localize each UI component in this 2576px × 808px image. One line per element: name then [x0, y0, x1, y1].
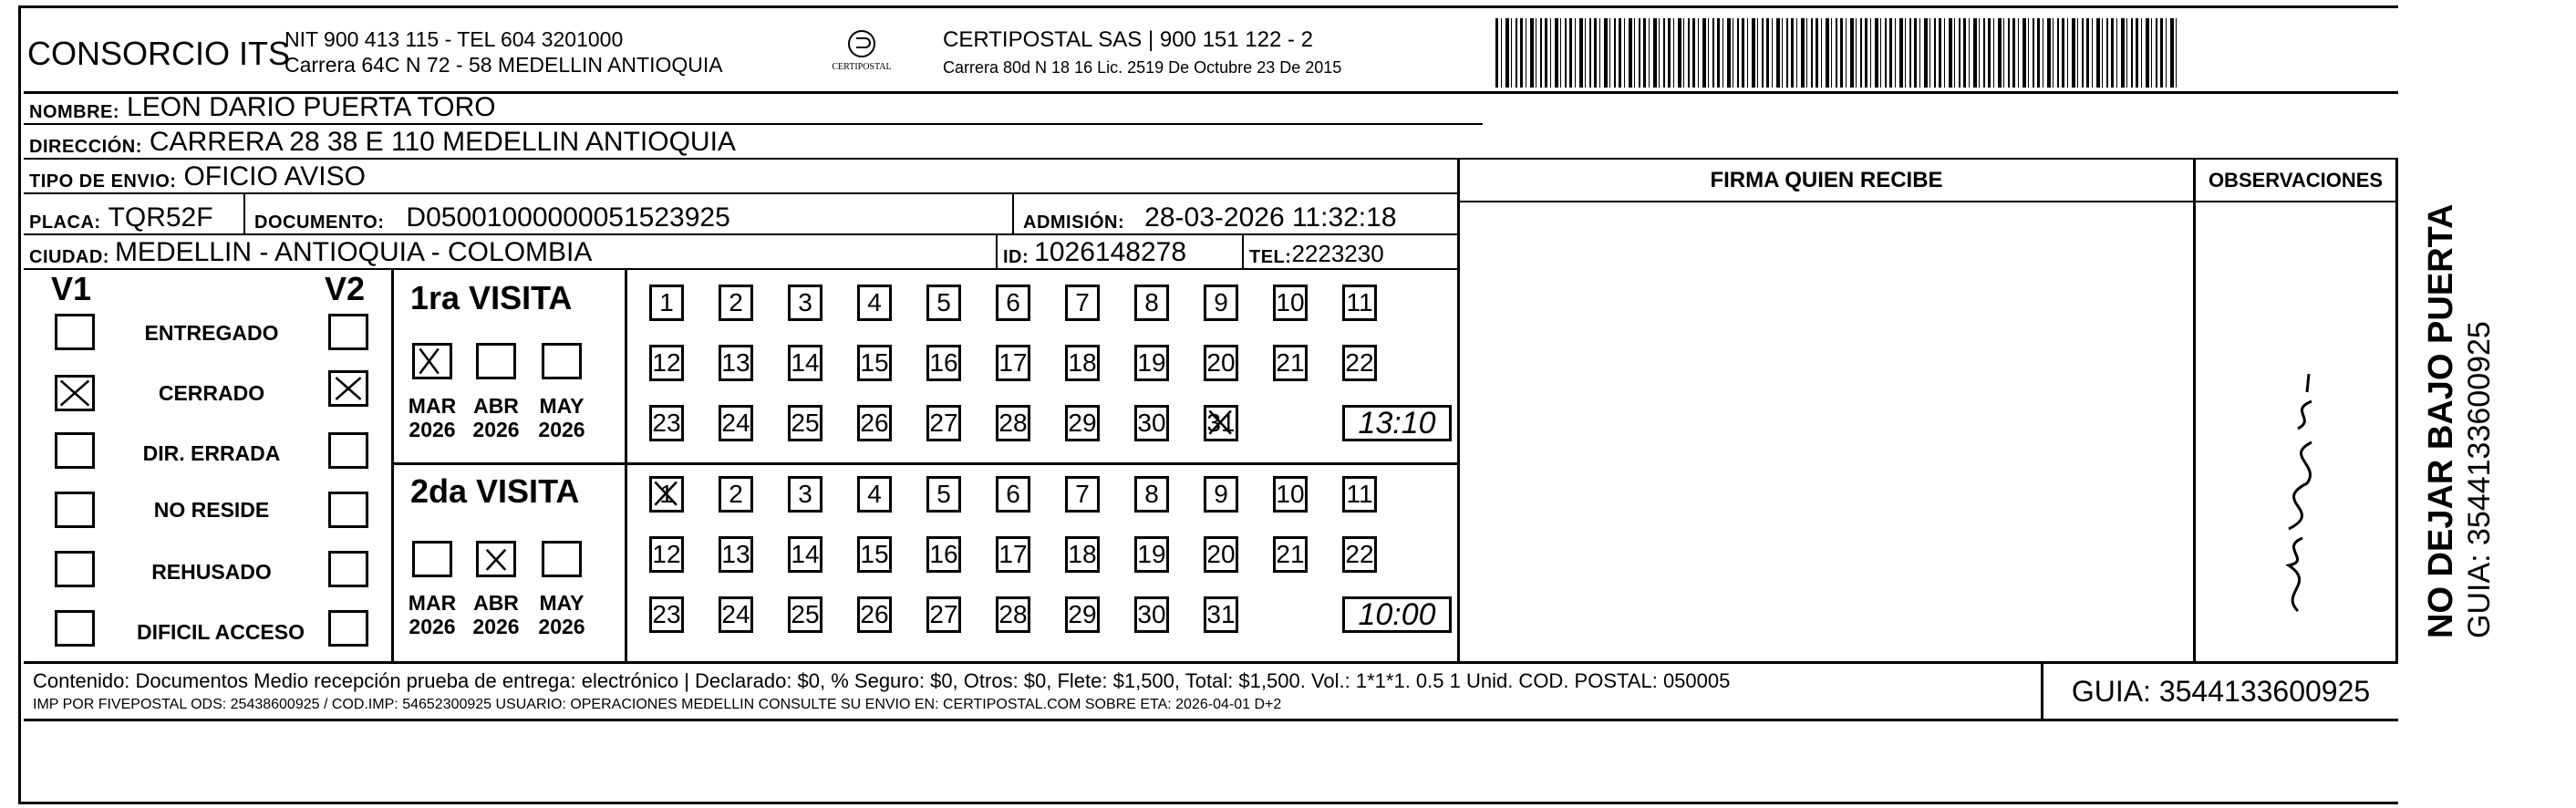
direccion-label: DIRECCIÓN:: [29, 137, 142, 157]
nombre-row: [24, 94, 1483, 125]
visit-2-day-24[interactable]: 24: [719, 596, 753, 633]
visit-1-day-26[interactable]: 26: [857, 405, 892, 441]
visit-2-day-22[interactable]: 22: [1342, 536, 1377, 573]
direccion-value: CARRERA 28 38 E 110 MEDELLIN ANTIOQUIA: [149, 127, 736, 157]
visit-1-day-5[interactable]: 5: [926, 285, 961, 321]
check-mark-icon: [57, 378, 92, 409]
side-guia: GUIA: 3544133600925: [2462, 321, 2497, 638]
ciudad-label: CIUDAD:: [29, 247, 109, 267]
check-mark-icon: [1206, 408, 1236, 439]
placa-value: TQR52F: [108, 202, 213, 233]
visit-1-month-abr-checkbox[interactable]: [476, 343, 516, 379]
visit-2-block: [394, 465, 1457, 661]
visit-1-month-may-checkbox[interactable]: [542, 343, 582, 379]
visit-2-day-1[interactable]: 1: [649, 476, 684, 513]
ciudad-cell: [24, 235, 998, 268]
visit-2-day-28[interactable]: 28: [996, 596, 1030, 633]
visit-1-day-grid: [649, 285, 1452, 458]
handwritten-signature: [2261, 365, 2343, 620]
visit-1-day-25[interactable]: 25: [788, 405, 822, 441]
visit-1-day-23[interactable]: 23: [649, 405, 684, 441]
option-no-reside: NO RESIDE: [153, 498, 270, 522]
visit-1-day-12[interactable]: 12: [649, 345, 684, 381]
visit-2-day-9[interactable]: 9: [1204, 476, 1238, 513]
visit-1-block: [394, 270, 1457, 465]
month-name: ABR: [473, 591, 519, 615]
visit-1-day-22[interactable]: 22: [1342, 345, 1377, 381]
visit-2-day-3[interactable]: 3: [788, 476, 822, 513]
visit-1-month-mar-checkbox[interactable]: [412, 343, 452, 379]
month-year: 2026: [472, 615, 520, 638]
documento-label: DOCUMENTO:: [254, 212, 385, 233]
v1-checkbox-entregado[interactable]: [55, 314, 95, 350]
visit-1-day-18[interactable]: 18: [1065, 345, 1100, 381]
carrier-address: Carrera 80d N 18 16 Lic. 2519 De Octubre 23 De 2015: [943, 58, 1342, 77]
placa-row: [24, 194, 1459, 235]
v2-checkbox-cerrado[interactable]: [328, 370, 368, 407]
visit-1-day-7[interactable]: 7: [1065, 285, 1100, 321]
direccion-row: [24, 125, 2398, 160]
visit-1-day-3[interactable]: 3: [788, 285, 822, 321]
month-name: ABR: [473, 394, 519, 418]
visit-1-day-6[interactable]: 6: [996, 285, 1030, 321]
placa-cell: [24, 194, 245, 233]
nombre-value: LEON DARIO PUERTA TORO: [127, 92, 496, 122]
firma-label: FIRMA QUIEN RECIBE: [1710, 167, 1943, 192]
v1-checkbox-dir-errada[interactable]: [55, 432, 95, 469]
placa-label: PLACA:: [29, 212, 101, 233]
observaciones-header: [2196, 160, 2395, 202]
visit-2-months-panel: [394, 465, 627, 661]
visit-2-day-30[interactable]: 30: [1134, 596, 1169, 633]
visit-1-title: 1ra VISITA: [410, 279, 573, 316]
visit-1-months-panel: [394, 270, 627, 462]
check-mark-icon: [479, 544, 513, 575]
visit-1-day-27[interactable]: 27: [926, 405, 961, 441]
tipo-envio-row: [24, 160, 1459, 194]
visit-2-day-15[interactable]: 15: [857, 536, 892, 573]
visit-1-day-20[interactable]: 20: [1204, 345, 1238, 381]
v2-checkbox-no-reside[interactable]: [328, 492, 368, 528]
visit-1-day-16[interactable]: 16: [926, 345, 961, 381]
side-warning: NO DEJAR BAJO PUERTA: [2422, 203, 2460, 638]
check-mark-icon: [652, 479, 681, 510]
v1-checkbox-cerrado[interactable]: [55, 375, 95, 411]
check-mark-icon: [415, 346, 450, 377]
firma-column: [1457, 160, 2196, 661]
visit-1-time-box[interactable]: 13:10: [1342, 405, 1452, 441]
tel-value: 2223230: [1291, 240, 1384, 267]
tipo-envio-value: OFICIO AVISO: [183, 161, 366, 192]
admision-value: 28-03-2026 11:32:18: [1144, 202, 1397, 233]
option-dificil-acceso: DIFICIL ACCESO: [136, 620, 305, 644]
tel-cell: [1244, 235, 1459, 268]
id-value: 1026148278: [1034, 237, 1187, 267]
visit-1-day-30[interactable]: 30: [1134, 405, 1169, 441]
visit-2-day-7[interactable]: 7: [1065, 476, 1100, 513]
month-year: 2026: [538, 418, 585, 441]
v1-checkbox-dificil-acceso[interactable]: [55, 610, 95, 647]
visit-2-month-mar: [405, 591, 460, 638]
month-name: MAR: [408, 394, 457, 418]
visit-1-day-8[interactable]: 8: [1134, 285, 1169, 321]
month-year: 2026: [409, 615, 456, 638]
logo-wordmark: CERTIPOSTAL: [832, 62, 892, 72]
footer-guia: GUIA: 3544133600925: [2071, 674, 2371, 708]
month-name: MAR: [408, 591, 457, 615]
visit-2-day-17[interactable]: 17: [996, 536, 1030, 573]
id-cell: [998, 235, 1244, 268]
visit-2-title: 2da VISITA: [410, 472, 580, 510]
visit-1-day-21[interactable]: 21: [1273, 345, 1308, 381]
visit-2-day-6[interactable]: 6: [996, 476, 1030, 513]
visit-2-day-18[interactable]: 18: [1065, 536, 1100, 573]
visit-2-day-21[interactable]: 21: [1273, 536, 1308, 573]
option-entregado: ENTREGADO: [144, 321, 279, 345]
certipostal-logo: [825, 26, 898, 80]
visit-1-day-24[interactable]: 24: [719, 405, 753, 441]
visit-1-day-17[interactable]: 17: [996, 345, 1030, 381]
id-label: ID:: [1003, 247, 1029, 267]
visit-2-month-may: [534, 591, 589, 638]
visit-1-day-4[interactable]: 4: [857, 285, 892, 321]
visit-2-time-box[interactable]: 10:00: [1342, 596, 1452, 633]
v2-checkbox-dificil-acceso[interactable]: [328, 610, 368, 647]
v2-checkbox-rehusado[interactable]: [328, 551, 368, 587]
month-year: 2026: [538, 615, 585, 638]
visit-1-day-14[interactable]: 14: [788, 345, 822, 381]
visit-1-day-28[interactable]: 28: [996, 405, 1030, 441]
tipo-envio-label: TIPO DE ENVIO:: [29, 171, 177, 192]
visit-1-day-2[interactable]: 2: [719, 285, 753, 321]
tel-label: TEL:: [1249, 247, 1292, 267]
month-year: 2026: [472, 418, 520, 441]
visit-1-month-abr: [469, 394, 523, 441]
visit-2-day-12[interactable]: 12: [649, 536, 684, 573]
footer-row: [24, 661, 2398, 721]
option-cerrado: CERRADO: [158, 381, 265, 405]
v1-heading: V1: [51, 270, 92, 307]
v2-heading: V2: [325, 270, 366, 307]
visit-2-day-14[interactable]: 14: [788, 536, 822, 573]
barcode: [1495, 18, 2179, 88]
visit-2-month-abr-checkbox[interactable]: [476, 541, 516, 577]
visit-1-day-19[interactable]: 19: [1134, 345, 1169, 381]
visit-2-day-4[interactable]: 4: [857, 476, 892, 513]
v2-checkbox-entregado[interactable]: [328, 314, 368, 350]
ciudad-value: MEDELLIN - ANTIOQUIA - COLOMBIA: [114, 237, 593, 267]
footer-guia-cell: [2041, 664, 2398, 719]
month-year: 2026: [409, 418, 456, 441]
company-nit: NIT 900 413 115 - TEL 604 3201000: [284, 27, 624, 51]
visit-1-day-9[interactable]: 9: [1204, 285, 1238, 321]
visit-2-day-13[interactable]: 13: [719, 536, 753, 573]
option-dir-errada: DIR. ERRADA: [142, 441, 281, 465]
visit-2-month-mar-checkbox[interactable]: [412, 541, 452, 577]
visit-2-day-10[interactable]: 10: [1273, 476, 1308, 513]
visit-2-day-25[interactable]: 25: [788, 596, 822, 633]
ciudad-row: [24, 235, 1459, 270]
visit-2-month-abr: [469, 591, 523, 638]
nombre-label: NOMBRE:: [29, 102, 120, 122]
option-rehusado: REHUSADO: [151, 560, 272, 584]
visit-2-day-5[interactable]: 5: [926, 476, 961, 513]
footer-contenido: Contenido: Documentos Medio recepción prueba de entrega: electrónico | Declarado: $0, % Seguro: $0, Otros: $0, Flete: $1,500, Total: $1,500. Vol.: 1*1*1. 0.5 1 Unid. COD. POSTAL: 050005: [33, 669, 1731, 692]
visit-1-day-1[interactable]: 1: [649, 285, 684, 321]
visit-2-day-26[interactable]: 26: [857, 596, 892, 633]
visit-2-day-19[interactable]: 19: [1134, 536, 1169, 573]
visit-2-day-16[interactable]: 16: [926, 536, 961, 573]
visit-2-day-2[interactable]: 2: [719, 476, 753, 513]
visit-1-day-11[interactable]: 11: [1342, 285, 1377, 321]
month-name: MAY: [539, 591, 585, 615]
v1-checkbox-no-reside[interactable]: [55, 492, 95, 528]
carrier-name: CERTIPOSTAL SAS | 900 151 122 - 2: [943, 27, 1313, 52]
v2-checkbox-dir-errada[interactable]: [328, 432, 368, 469]
admision-cell: [1014, 194, 1459, 233]
visit-2-day-grid: [649, 476, 1452, 658]
side-vertical-text: [2421, 91, 2503, 638]
admision-label: ADMISIÓN:: [1023, 212, 1125, 233]
visit-2-day-8[interactable]: 8: [1134, 476, 1169, 513]
visit-2-day-31[interactable]: 31: [1204, 596, 1238, 633]
v1-checkbox-rehusado[interactable]: [55, 551, 95, 587]
check-mark-icon: [331, 373, 366, 404]
observaciones-label: OBSERVACIONES: [2208, 168, 2384, 192]
visit-1-month-mar: [405, 394, 460, 441]
visit-2-day-11[interactable]: 11: [1342, 476, 1377, 513]
visit-2-day-23[interactable]: 23: [649, 596, 684, 633]
status-block: [24, 270, 394, 661]
documento-cell: [245, 194, 1014, 233]
visit-1-day-29[interactable]: 29: [1065, 405, 1100, 441]
footer-imp: IMP POR FIVEPOSTAL ODS: 25438600925 / COD.IMP: 54652300925 USUARIO: OPERACIONES MEDELLIN CONSULTE SU ENVIO EN: CERTIPOSTAL.COM SOBRE ETA: 2026-04-01 D+2: [33, 697, 1282, 712]
visit-2-month-may-checkbox[interactable]: [542, 541, 582, 577]
visit-2-day-27[interactable]: 27: [926, 596, 961, 633]
visit-1-day-31[interactable]: 31: [1204, 405, 1238, 441]
visit-1-day-10[interactable]: 10: [1273, 285, 1308, 321]
month-name: MAY: [539, 394, 585, 418]
firma-header: [1460, 160, 2193, 202]
visit-1-day-13[interactable]: 13: [719, 345, 753, 381]
visit-1-day-15[interactable]: 15: [857, 345, 892, 381]
visit-2-day-20[interactable]: 20: [1204, 536, 1238, 573]
visit-1-month-may: [534, 394, 589, 441]
company-name: CONSORCIO ITS: [27, 35, 291, 72]
company-address: Carrera 64C N 72 - 58 MEDELLIN ANTIOQUIA: [284, 53, 723, 77]
documento-value: D05001000000051523925: [406, 202, 730, 233]
visit-2-day-29[interactable]: 29: [1065, 596, 1100, 633]
